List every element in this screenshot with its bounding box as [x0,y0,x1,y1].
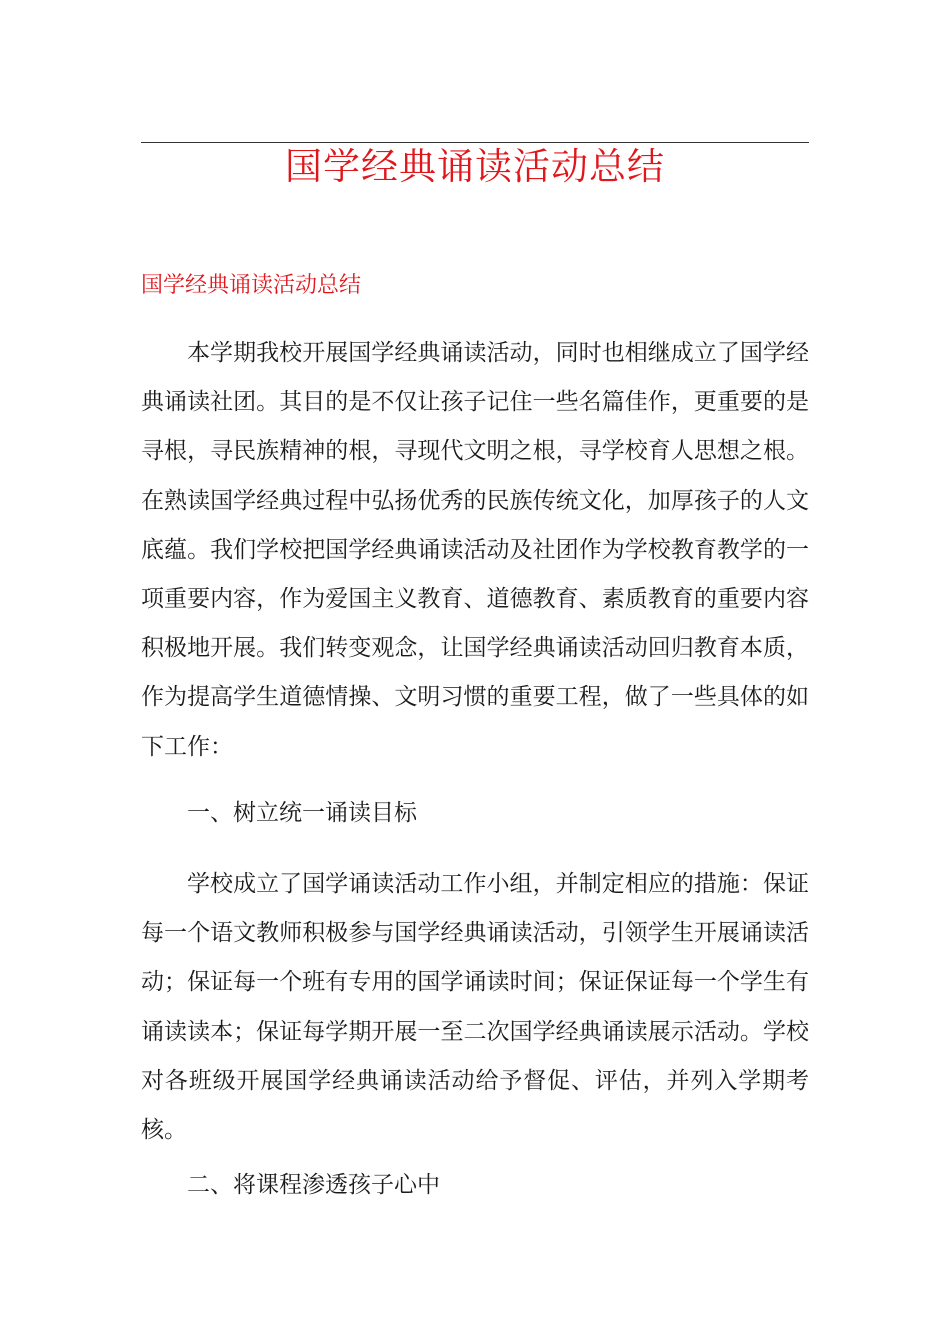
body-paragraph-intro: 本学期我校开展国学经典诵读活动，同时也相继成立了国学经典诵读社团。其目的是不仅让孩子记住一些名篇佳作，更重要的是寻根，寻民族精神的根，寻现代文明之根，寻学校育人思想之根。在熟读国学经典过程中弘扬优秀的民族传统文化，加厚孩子的人文底蕴。我们学校把国学经典诵读活动及社团作为学校教育教学的一项重要内容，作为爱国主义教育、道德教育、素质教育的重要内容积极地开展。我们转变观念，让国学经典诵读活动回归教育本质，作为提高学生道德情操、文明习惯的重要工程，做了一些具体的如下工作： [141,340,809,760]
document-title: 国学经典诵读活动总结 [285,145,665,188]
subheading-1: 一、树立统一诵读目标 [187,800,417,826]
section-heading: 国学经典诵读活动总结 [141,273,362,298]
header-rule [141,142,809,143]
subheading-2: 二、将课程渗透孩子心中 [187,1172,440,1198]
body-paragraph-goals: 学校成立了国学诵读活动工作小组，并制定相应的措施：保证每一个语文教师积极参与国学经典诵读活动，引领学生开展诵读活动；保证每一个班有专用的国学诵读时间；保证保证每一个学生有诵读读本；保证每学期开展一至二次国学经典诵读展示活动。学校对各班级开展国学经典诵读活动给予督促、评估，并列入学期考核。 [141,871,809,1144]
